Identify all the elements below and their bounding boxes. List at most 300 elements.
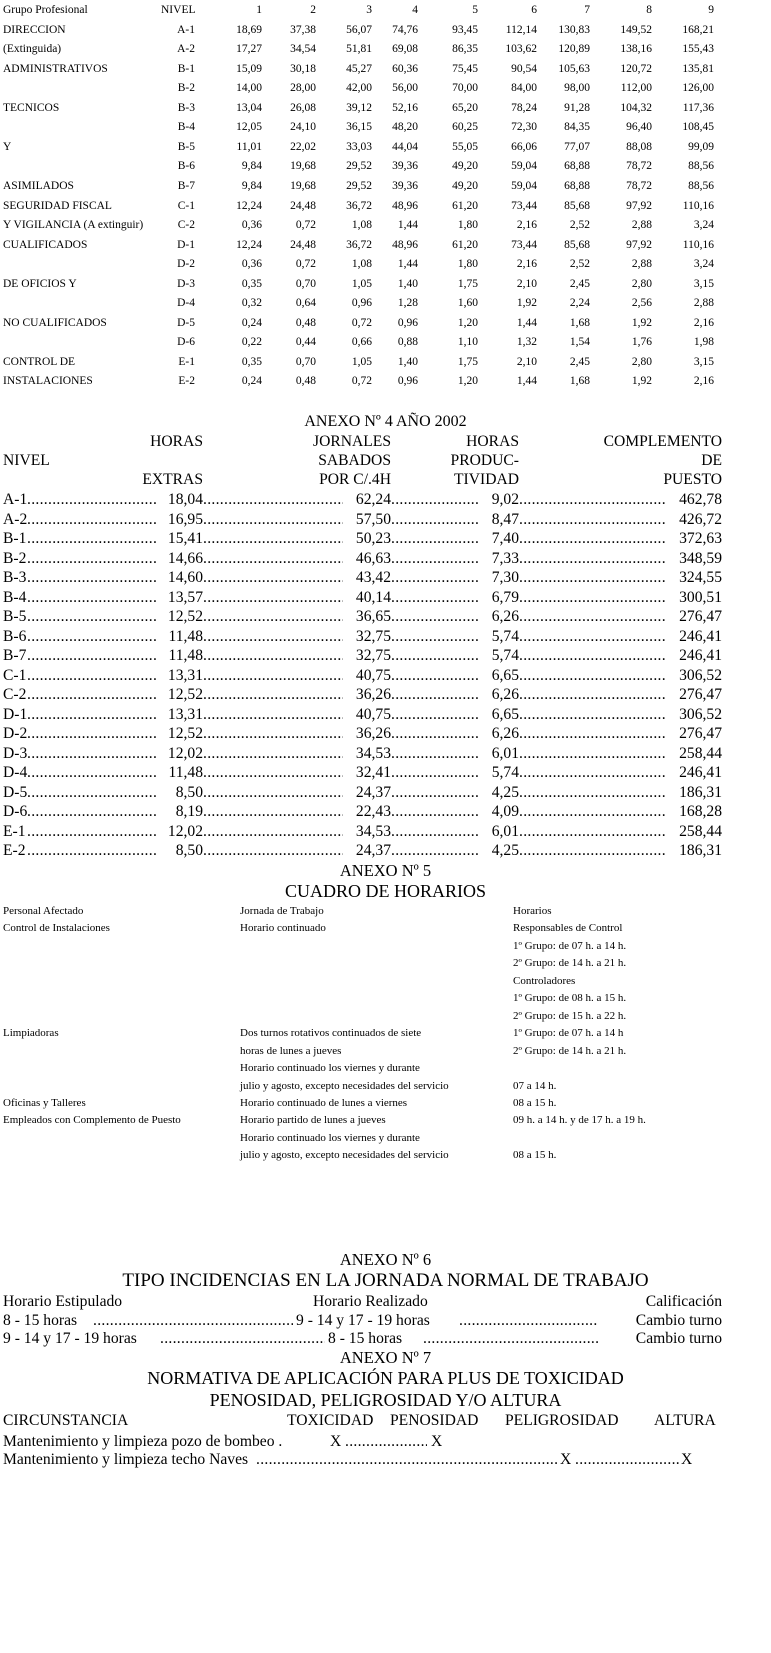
value-cell: 0,48 [295,375,316,388]
value-cell: 6,65 [491,705,519,723]
value-cell: 40,75 [355,666,391,684]
value-cell: 36,15 [346,121,372,134]
value-cell: 12,02 [167,744,203,762]
value-cell: 88,56 [688,179,714,192]
value-cell: 14,00 [236,82,262,95]
value-cell: 36,65 [355,608,391,625]
value-cell: 2,56 [631,297,652,310]
dot-leader [391,685,479,704]
schedule-line [0,1060,771,1077]
dot-leader [519,685,666,704]
value-cell: 3,15 [693,277,714,290]
anexo4-row [0,724,771,743]
dot-leader [519,744,666,763]
value-cell: 110,16 [682,199,714,212]
value-cell: 0,24 [241,375,262,388]
value-cell: 9,84 [241,160,262,173]
schedule-cell: 07 a 14 h. [513,1079,557,1092]
dot-leader [203,841,343,860]
value-cell: 9,02 [491,491,519,508]
value-cell: 50,23 [355,530,391,547]
value-cell: 6,01 [491,822,519,840]
level-cell: D-4 [177,297,195,310]
value-cell: 12,52 [167,686,203,703]
table-row [0,217,771,234]
level-cell: B-6 [3,627,27,645]
value-cell: 117,36 [682,101,714,114]
value-cell: 2,10 [516,355,537,368]
schedule-cell: Horario continuado los viernes y durante [240,1062,420,1075]
dot-leader [27,607,156,626]
value-cell: 1,40 [397,277,418,290]
value-cell: 0,35 [241,355,262,368]
value-cell: 73,44 [511,238,537,251]
level-cell: E-1 [178,355,195,368]
value-cell: 0,66 [351,336,372,349]
value-cell: 12,24 [236,238,262,251]
table-row [0,61,771,78]
value-cell: 13,57 [167,588,203,606]
value-cell: 74,76 [392,23,418,36]
level-cell: B-4 [3,588,27,606]
value-cell: 55,05 [452,140,478,153]
level-cell: A-2 [177,43,195,56]
level-cell: D-6 [177,336,195,349]
value-cell: 2,24 [569,297,590,310]
dot-leader [391,627,479,646]
value-cell: 68,88 [564,160,590,173]
value-cell: 1,92 [631,375,652,388]
anexo5-subtitle: CUADRO DE HORARIOS [284,881,486,901]
table-row [0,373,771,390]
dot-leader [203,802,343,821]
value-cell: 300,51 [679,588,722,606]
anexo4-row [0,510,771,529]
value-cell: 61,20 [452,238,478,251]
schedule-line [0,938,771,955]
value-cell: 246,41 [679,764,722,781]
value-cell: 324,55 [679,569,722,586]
schedule-line [0,920,771,937]
incidences-header-cell: Calificación [645,1293,722,1310]
dot-leader [256,1450,557,1469]
dot-leader [27,783,156,802]
level-cell: A-1 [177,23,195,36]
dot-leader [519,607,666,626]
value-cell: 40,14 [355,588,391,606]
anexo4-title: ANEXO Nº 4 AÑO 2002 [304,413,467,430]
value-cell: 426,72 [679,510,722,528]
value-cell: 24,48 [290,238,316,251]
value-cell: 69,08 [392,43,418,56]
value-cell: 5,74 [491,627,519,645]
value-cell: 11,48 [168,627,203,645]
value-cell: 86,35 [452,43,478,56]
value-cell: 29,52 [346,179,372,192]
dot-leader [27,666,156,685]
dot-leader [391,783,479,802]
table-row [0,80,771,97]
level-cell: C-1 [177,199,195,212]
level-cell: D-5 [3,783,28,801]
dot-leader [519,822,666,841]
value-cell: 18,69 [236,23,262,36]
value-cell: 16,95 [167,510,203,528]
schedule-line [0,1008,771,1025]
value-cell: 0,70 [295,277,316,290]
value-cell: 372,63 [679,530,722,547]
value-cell: 2,80 [631,277,652,290]
value-cell: 6,26 [491,608,519,625]
dot-leader [519,763,666,782]
value-cell: 1,44 [516,375,537,388]
value-cell: 276,47 [679,686,722,703]
value-cell: 0,72 [295,219,316,232]
value-cell: 32,75 [355,647,391,664]
schedule-cell: Limpiadoras [3,1027,59,1040]
column-header: 7 [584,4,590,16]
dot-leader [27,685,156,704]
value-cell: 2,52 [569,219,590,232]
value-cell: 276,47 [679,608,722,625]
dot-leader [519,646,666,665]
dot-leader [160,1329,325,1348]
value-cell: 2,88 [631,219,652,232]
value-cell: 1,05 [351,355,372,368]
table-row [0,41,771,58]
value-cell: 112,14 [505,23,537,36]
value-cell: 4,25 [491,783,519,801]
value-cell: 1,10 [457,336,478,349]
level-cell: B-1 [177,62,195,75]
schedule-cell: julio y agosto, excepto necesidades del servicio [240,1149,449,1162]
dot-leader [27,763,156,782]
value-cell: 126,00 [682,82,714,95]
value-cell: 12,52 [167,608,203,625]
dot-leader [391,705,479,724]
table-row [0,158,771,175]
anexo4-row [0,666,771,685]
value-cell: 1,75 [457,355,478,368]
value-cell: 1,98 [693,336,714,349]
value-cell: 8,50 [175,842,203,859]
dot-leader [391,763,479,782]
value-cell: 44,04 [392,140,418,153]
value-cell: 93,45 [452,23,478,36]
anexo4-header-prod-2: PRODUC- [450,452,519,470]
plus-header-cell: PELIGROSIDAD [505,1412,619,1429]
anexo6-subtitle: TIPO INCIDENCIAS EN LA JORNADA NORMAL DE TRABAJO [122,1270,649,1291]
level-cell: A-1 [3,491,28,508]
incidences-header-row [0,1292,771,1311]
dot-leader [27,490,156,509]
value-cell: 88,56 [688,160,714,173]
dot-leader [27,568,156,587]
value-cell: 77,07 [564,140,590,153]
dot-leader [27,529,156,548]
schedule-line [0,990,771,1007]
level-cell: D-1 [177,238,195,251]
dot-leader [519,510,666,529]
schedule-line [0,955,771,972]
value-cell: 2,10 [516,277,537,290]
table-row [0,295,771,312]
dot-leader [519,724,666,743]
dot-leader [203,783,343,802]
incidences-row [0,1329,771,1348]
schedule-cell: 2º Grupo: de 14 h. a 21 h. [513,957,627,970]
value-cell: 306,52 [679,666,722,684]
dot-leader [519,549,666,568]
incidences-header-cell: Horario Realizado [313,1293,428,1310]
value-cell: 24,10 [290,121,316,134]
value-cell: 19,68 [290,179,316,192]
value-cell: 43,42 [355,569,391,586]
schedule-cell: Oficinas y Talleres [3,1096,86,1109]
dot-leader [391,841,479,860]
value-cell: 97,92 [626,199,652,212]
value-cell: 2,45 [569,355,590,368]
group-cell: INSTALACIONES [3,375,93,388]
value-cell: 1,60 [457,297,478,310]
plus-mark: X [560,1451,572,1468]
value-cell: 24,37 [355,842,391,859]
value-cell: 0,32 [241,297,262,310]
value-cell: 59,04 [511,160,537,173]
level-cell: C-2 [177,219,195,232]
schedule-cell: Empleados con Complemento de Puesto [3,1114,181,1127]
anexo4-row [0,588,771,607]
level-cell: D-5 [177,316,195,329]
dot-leader [27,841,156,860]
group-cell: CUALIFICADOS [3,238,88,251]
value-cell: 60,25 [452,121,478,134]
value-cell: 52,16 [392,101,418,114]
schedule-header-cell: Jornada de Trabajo [240,905,324,917]
group-cell: ASIMILADOS [3,179,74,192]
column-header: NIVEL [161,4,196,16]
value-cell: 40,75 [355,705,391,723]
value-cell: 462,78 [679,491,722,508]
schedule-cell: Control de Instalaciones [3,922,110,935]
value-cell: 306,52 [679,705,722,723]
anexo4-header-jornales-1: JORNALES [313,433,391,450]
value-cell: 7,30 [491,569,519,586]
group-cell: NO CUALIFICADOS [3,316,107,329]
value-cell: 85,68 [564,238,590,251]
value-cell: 13,31 [167,705,203,723]
dot-leader [203,627,343,646]
level-cell: B-2 [177,82,195,95]
value-cell: 11,48 [168,647,203,664]
value-cell: 4,25 [491,842,519,859]
column-header: 3 [366,4,372,16]
value-cell: 1,05 [351,277,372,290]
incidences-cell: 8 - 15 horas [328,1330,403,1347]
dot-leader [391,607,479,626]
dot-leader [27,744,156,763]
dot-leader [27,549,156,568]
anexo5-title: ANEXO Nº 5 [339,861,432,880]
anexo7-title: ANEXO Nº 7 [339,1348,432,1367]
value-cell: 22,02 [290,140,316,153]
value-cell: 88,08 [626,140,652,153]
level-cell: D-3 [3,744,28,762]
dot-leader [519,490,666,509]
value-cell: 186,31 [679,842,722,859]
dot-leader [519,705,666,724]
anexo4-header-comp-3: PUESTO [663,471,722,489]
value-cell: 26,08 [290,101,316,114]
plus-row [0,1432,771,1451]
value-cell: 1,44 [397,258,418,271]
value-cell: 24,37 [355,783,391,801]
value-cell: 34,53 [355,744,391,762]
anexo4-row [0,627,771,646]
plus-mark: X [431,1433,443,1450]
schedule-line [0,1095,771,1112]
column-header: 6 [531,4,537,16]
dot-leader [203,822,343,841]
table-row [0,276,771,293]
dot-leader [203,549,343,568]
value-cell: 49,20 [452,160,478,173]
value-cell: 1,68 [569,316,590,329]
schedule-cell: 08 a 15 h. [513,1096,557,1109]
dot-leader [203,529,343,548]
value-cell: 1,44 [397,219,418,232]
anexo4-row [0,822,771,841]
anexo4-header-prod-1: HORAS [466,433,519,450]
incidences-cell: 8 - 15 horas [3,1312,78,1329]
group-cell: Y VIGILANCIA (A extinguir) [3,219,144,232]
schedule-header-cell: Horarios [513,905,552,917]
value-cell: 61,20 [452,199,478,212]
value-cell: 130,83 [558,23,590,36]
schedule-cell: 1º Grupo: de 07 h. a 14 h [513,1027,624,1040]
value-cell: 36,72 [346,238,372,251]
value-cell: 0,36 [241,258,262,271]
value-cell: 6,26 [491,686,519,703]
dot-leader [203,666,343,685]
column-header: 1 [256,4,262,16]
dot-leader [519,627,666,646]
schedule-cell: 09 h. a 14 h. y de 17 h. a 19 h. [513,1114,646,1127]
level-cell: D-2 [3,725,28,742]
dot-leader [391,490,479,509]
value-cell: 108,45 [682,121,714,134]
group-cell: ADMINISTRATIVOS [3,62,108,75]
dot-leader [391,822,479,841]
value-cell: 6,01 [491,744,519,762]
value-cell: 3,24 [693,219,714,232]
value-cell: 15,09 [236,62,262,75]
dot-leader [391,646,479,665]
value-cell: 1,32 [516,336,537,349]
column-header: 5 [472,4,478,16]
dot-leader [27,724,156,743]
value-cell: 1,20 [457,316,478,329]
level-cell: B-5 [3,608,27,625]
plus-header-cell: ALTURA [654,1412,716,1429]
value-cell: 11,48 [168,764,203,781]
schedule-line [0,1078,771,1095]
value-cell: 78,24 [511,101,537,114]
value-cell: 62,24 [355,491,391,508]
value-cell: 104,32 [620,101,652,114]
plus-circumstance: Mantenimiento y limpieza techo Naves [3,1451,249,1468]
value-cell: 65,20 [452,101,478,114]
value-cell: 46,63 [355,549,391,567]
group-cell: DE OFICIOS Y [3,277,77,290]
value-cell: 1,54 [569,336,590,349]
schedule-line [0,1043,771,1060]
anexo4-row [0,685,771,704]
dot-leader [391,744,479,763]
value-cell: 1,08 [351,219,372,232]
value-cell: 0,72 [295,258,316,271]
value-cell: 1,08 [351,258,372,271]
anexo4-header-horas-1: HORAS [150,433,203,450]
level-cell: D-3 [177,277,195,290]
level-cell: D-2 [177,258,195,271]
value-cell: 9,84 [241,179,262,192]
group-cell: SEGURIDAD FISCAL [3,199,112,212]
anexo4-row [0,549,771,568]
dot-leader [459,1311,597,1330]
table-row [0,119,771,136]
schedule-cell: julio y agosto, excepto necesidades del servicio [240,1079,449,1092]
value-cell: 149,52 [620,23,652,36]
plus-circumstance: Mantenimiento y limpieza pozo de bombeo . [3,1433,283,1450]
value-cell: 36,26 [355,725,391,742]
dot-leader [519,841,666,860]
level-cell: A-2 [3,510,28,528]
value-cell: 45,27 [346,62,372,75]
anexo4-header-jornales-3: POR C/.4H [319,471,391,489]
value-cell: 39,36 [392,160,418,173]
anexo4-row [0,802,771,821]
value-cell: 91,28 [564,101,590,114]
column-header: 4 [412,4,418,16]
value-cell: 2,88 [693,297,714,310]
value-cell: 37,38 [290,23,316,36]
table-row [0,22,771,39]
level-cell: B-2 [3,549,27,567]
value-cell: 138,16 [620,43,652,56]
value-cell: 12,24 [236,199,262,212]
value-cell: 59,04 [511,179,537,192]
anexo4-row [0,646,771,665]
value-cell: 48,20 [392,121,418,134]
value-cell: 14,60 [167,569,203,586]
column-header: 2 [310,4,316,16]
value-cell: 105,63 [558,62,590,75]
level-cell: B-4 [177,121,195,134]
plus-header-cell: TOXICIDAD [287,1412,374,1429]
value-cell: 0,72 [351,316,372,329]
value-cell: 56,00 [392,82,418,95]
value-cell: 33,03 [346,140,372,153]
value-cell: 258,44 [679,822,722,840]
anexo4-row [0,568,771,587]
value-cell: 8,19 [175,803,203,820]
value-cell: 1,44 [516,316,537,329]
schedule-line [0,1130,771,1147]
anexo4-row [0,529,771,548]
incidences-cell: 9 - 14 y 17 - 19 horas [296,1312,430,1329]
value-cell: 42,00 [346,82,372,95]
